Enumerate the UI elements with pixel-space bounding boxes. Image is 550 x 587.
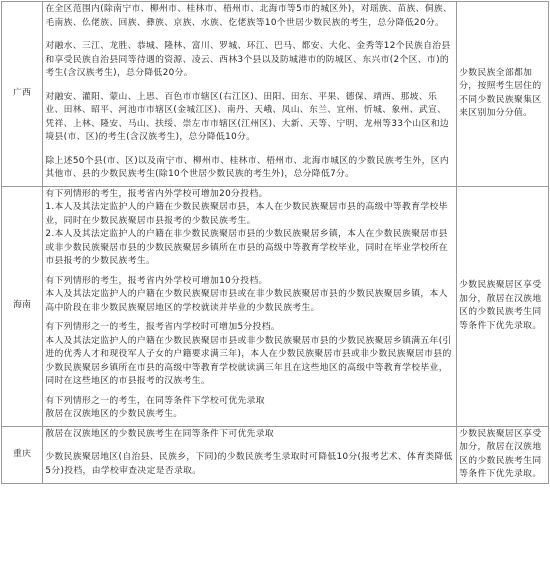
policy-paragraph: 有下列情形之一的考生，报考省内学校时可增加5分投档。 本人及其法定监护人的户籍在少数民族聚居市县或非少数民族聚居市县的少数民族聚居乡镇满五年(引进的优秀人才和现役军人子女的户籍要求满三年)，本人在少数民族聚居市县或非少数民族聚居市县的少数民族聚居乡镇所在市县的高级中等教育学校就读满三年且在这些地区的高级中等教育学校毕业，同时在这些地区的市县报考的汉族考生。 [45, 322, 452, 386]
region-cell: 海南 [2, 186, 43, 426]
policy-cell [43, 2, 457, 187]
region-cell: 广西 [2, 2, 43, 187]
note-cell: 少数民族全部都加分，按照考生居住的不同少数民族聚集区来区别加分分值。 [457, 2, 549, 187]
policy-cell [43, 186, 457, 426]
note-cell: 少数民族聚居区享受加分，散居在汉族地区的少数民族考生同等条件下优先录取。 [457, 186, 549, 426]
note-cell: 少数民族聚居区享受加分，散居在汉族地区的少数民族考生同等条件下优先录取。 [457, 426, 549, 483]
policy-paragraph: 在全区范围内(除南宁市、柳州市、桂林市、梧州市、北海市等5市的城区外)，对瑶族、苗族、侗族、毛南族、仫佬族、回族、彝族、京族、水族、仡佬族等10个世居少数民族的考生，总分降低20分。 [45, 4, 453, 28]
table-row-guangxi [2, 2, 549, 187]
policy-paragraph: 有下列情形的考生，报考省内外学校可增加10分投档。 本人及其法定监护人的户籍在少数民族聚居市县或在非少数民族聚居市县的少数民族聚居乡镇，本人高中阶段在非少数民族聚居地区的学校就读并毕业的少数民族考生。 [45, 275, 448, 313]
region-cell: 重庆 [2, 426, 43, 483]
policy-paragraph: 少数民族聚居地区(自治县、民族乡，下同)的少数民族考生录取时可降低10分(报考艺术、体育类降低5分)投档，由学校审查决定是否录取。 [45, 452, 453, 476]
policy-paragraph: 有下列情形之一的考生，在同等条件下学校可优先录取 散居在汉族地区的少数民族考生。 [45, 395, 265, 419]
table-row-chongqing [2, 426, 549, 483]
policy-table [1, 1, 549, 484]
table-row-hainan [2, 186, 549, 426]
policy-cell [43, 426, 457, 483]
policy-paragraph: 对融水、三江、龙胜、恭城、隆林、富川、罗城、环江、巴马、都安、大化、金秀等12个民族自治县和享受民族自治县同等待遇的资源、凌云、西林3个县以及防城港市的防城区、东兴市(2个区、市)的考生(含汉族考生)，总分降低20分。 [45, 41, 451, 78]
policy-paragraph: 散居在汉族地区的少数民族考生在同等条件下可优先录取 [45, 428, 275, 439]
policy-paragraph: 除上述50个县(市、区)以及南宁市、柳州市、桂林市、梧州市、北海市城区的少数民族考生外，区内其他市、县的少数民族考生(除10个世居少数民族的考生外)，总分降低7分。 [45, 155, 450, 179]
policy-paragraph: 对融安、灌阳、蒙山、上思、百色市市辖区(右江区)、田阳、田东、平果、德保、靖西、那坡、乐业、田林、昭平、河池市市辖区(金城江区)、南丹、天峨、凤山、东兰、宜州、忻城、象州、武宣、凭祥、上林、隆安、马山、扶绥、崇左市市辖区(江州区)、大新、天等、宁明、龙州等33个山区和边境县(市、区)的考生(含汉族考生)，总分降低10分。 [45, 91, 450, 142]
policy-paragraph: 有下列情形的考生，报考省内外学校可增加20分投档。 1.本人及其法定监护人的户籍在少数民族聚居市县，本人在少数民族聚居市县的高级中等教育学校毕业，同时在少数民族聚居市县报考的少数民族考生。 2.本人及其法定监护人的户籍在非少数民族聚居市县的少数民族聚居乡镇，本人在少数民族聚居市县或非少数民族聚居市县的少数民族聚居乡镇所在市县的高级中等教育学校毕业，同时在毕业学校所在市县报考的少数民族考生。 [45, 188, 448, 266]
